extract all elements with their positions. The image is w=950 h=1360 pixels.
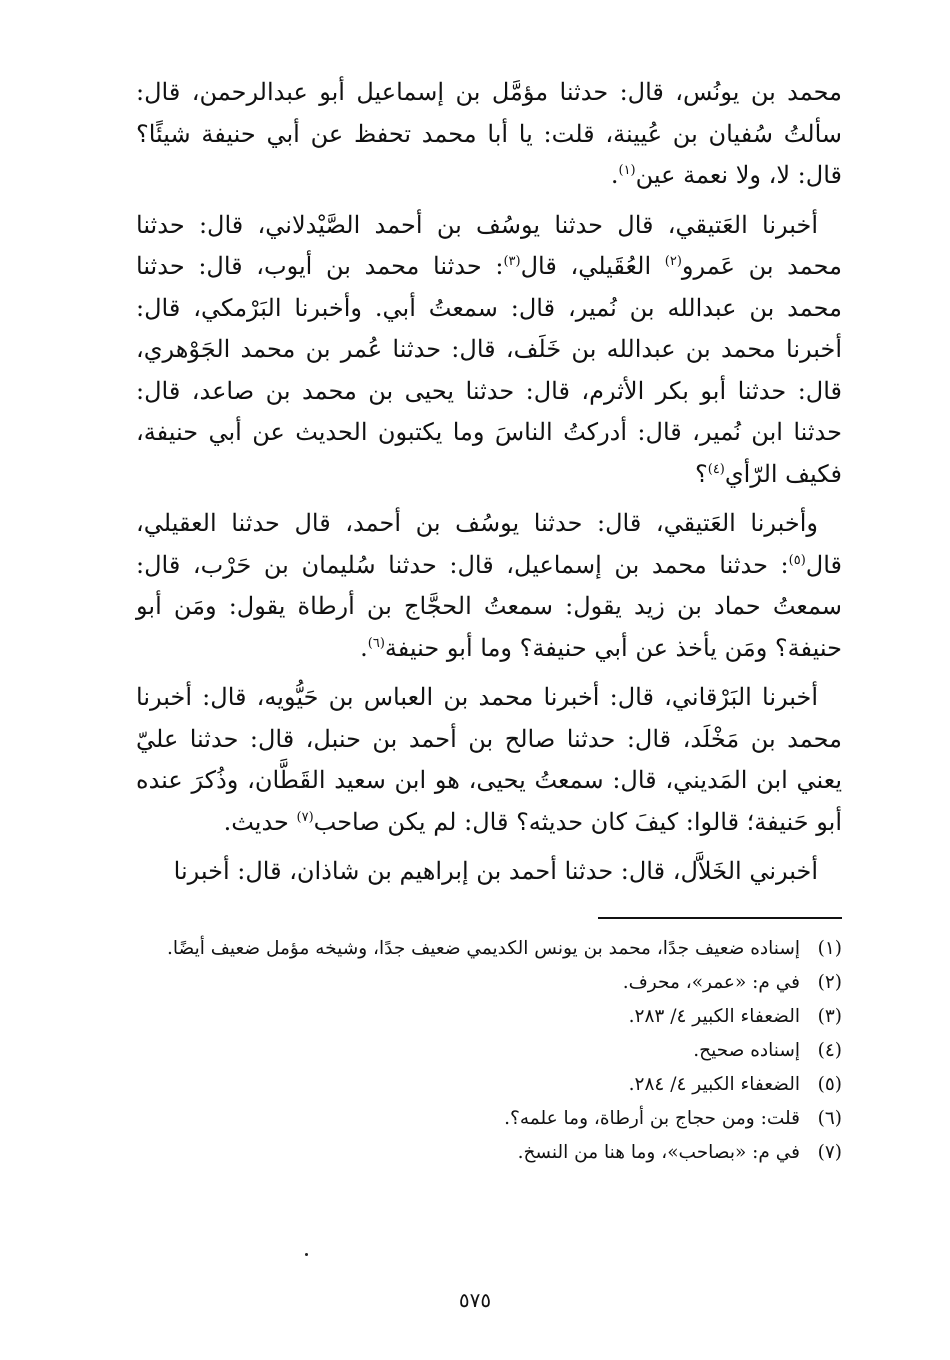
main-text [136, 72, 842, 901]
text-run: أخبرني الخَلاَّل، قال: حدثنا أحمد بن إبراهيم بن شاذان، قال: أخبرنا [173, 857, 818, 885]
text-run: . [360, 633, 368, 662]
page-number: ٥٧٥ [458, 1288, 492, 1312]
footnote [136, 1036, 842, 1066]
paragraph [136, 503, 842, 669]
text-run: العُقَيلي، قال [520, 252, 665, 280]
footnote-text: في م: «عمر»، محرف. [622, 972, 800, 993]
footnote-ref: (٢) [664, 254, 682, 269]
footnote [136, 968, 842, 998]
text-run: وأخبرنا العَتيقي، قال: حدثنا يوسُف بن أحمد، قال حدثنا العقيلي، قال [136, 509, 842, 579]
paragraph [136, 677, 842, 843]
text-run: . [610, 161, 619, 189]
footnote [136, 1002, 842, 1032]
ink-speck [305, 1253, 308, 1256]
footnote-ref: (٧) [296, 809, 314, 825]
footnote-number: (١) [817, 938, 842, 959]
text-run: محمد بن يونُس، قال: حدثنا مؤمَّل بن إسماعيل أبو عبدالرحمن، قال: سألتُ سُفيان بن عُيينة، قلت: يا أبا محمد تحفظ عن أبي حنيفة شيئًا؟ قال: لا، ولا نعمة عين [136, 78, 842, 189]
footnote-text: الضعفاء الكبير ٤/ ٢٨٤. [628, 1074, 800, 1095]
footnote-ref: (٤) [707, 461, 725, 477]
paragraph [136, 72, 842, 197]
footnote-text: الضعفاء الكبير ٤/ ٢٨٣. [628, 1006, 800, 1027]
text-run: : حدثنا محمد بن أيوب، قال: حدثنا محمد بن عبدالله بن نُمير، قال: سمعتُ أبي. وأخبرنا البَرْمكي، قال: أخبرنا محمد بن عبدالله بن خَلَف، قال: حدثنا عُمر بن محمد الجَوْهري، قال: حدثنا أبو بكر الأثرم، قال: حدثنا يحيى بن محمد بن صاعد، قال: حدثنا ابن نُمير، قال: أدركتُ الناسَ وما يكتبون الحديث عن أبي حنيفة، فكيف الرّأي [136, 252, 842, 488]
footnote-text: قلت: ومن حجاج بن أرطاة، وما علمه؟. [504, 1108, 800, 1129]
text-run: حديث. [223, 807, 297, 836]
footnote [136, 1104, 842, 1134]
footnote-text: في م: «بصاحب»، وما هنا من النسخ. [517, 1142, 800, 1163]
text-run: أخبرنا العَتيقي، قال حدثنا يوسُف بن أحمد الصَّيْدلاني، قال: حدثنا محمد بن عَمرو [136, 210, 842, 280]
footnote [136, 1070, 842, 1100]
text-run: أخبرنا البَرْقاني، قال: أخبرنا محمد بن العباس بن حَيُّويه، قال: أخبرنا محمد بن مَخْلَد، قال: حدثنا صالح بن أحمد بن حنبل، قال: حدثنا عليّ يعني ابن المَديني، قال: سمعتُ يحيى، هو ابن سعيد القَطَّان، وذُكرَ عنده أبو حَنيفة؛ قالوا: كيفَ كان حديثه؟ قال: لم يكن صاحب [136, 683, 842, 836]
footnote-text: إسناده صحيح. [693, 1040, 800, 1061]
footnote-number: (٧) [817, 1142, 842, 1163]
footnote-ref: (١) [618, 163, 636, 178]
footnote-number: (٤) [817, 1040, 842, 1061]
footnote-ref: (٣) [503, 254, 521, 269]
footnotes [136, 934, 842, 1172]
footnote-separator [598, 917, 842, 919]
footnote-ref: (٦) [367, 635, 385, 651]
text-run: ؟ [694, 459, 708, 488]
paragraph [136, 205, 842, 496]
footnote-number: (٢) [817, 972, 842, 993]
footnote [136, 1138, 842, 1168]
footnote-text: إسناده ضعيف جدًا، محمد بن يونس الكديمي ضعيف جدًا، وشيخه مؤمل ضعيف أيضًا. [167, 938, 800, 959]
footnote [136, 934, 842, 964]
footnote-ref: (٥) [788, 552, 806, 568]
text-run: : حدثنا محمد بن إسماعيل، قال: حدثنا سُليمان بن حَرْب، قال: سمعتُ حماد بن زيد يقول: سمعتُ الحجَّاج بن أرطاة يقول: ومَن أبو حنيفة؟ ومَن يأخذ عن أبي حنيفة؟ وما أبو حنيفة [136, 550, 842, 662]
footnote-number: (٣) [817, 1006, 842, 1027]
paragraph [136, 851, 842, 893]
footnote-number: (٥) [817, 1074, 842, 1095]
footnote-number: (٦) [817, 1108, 842, 1129]
